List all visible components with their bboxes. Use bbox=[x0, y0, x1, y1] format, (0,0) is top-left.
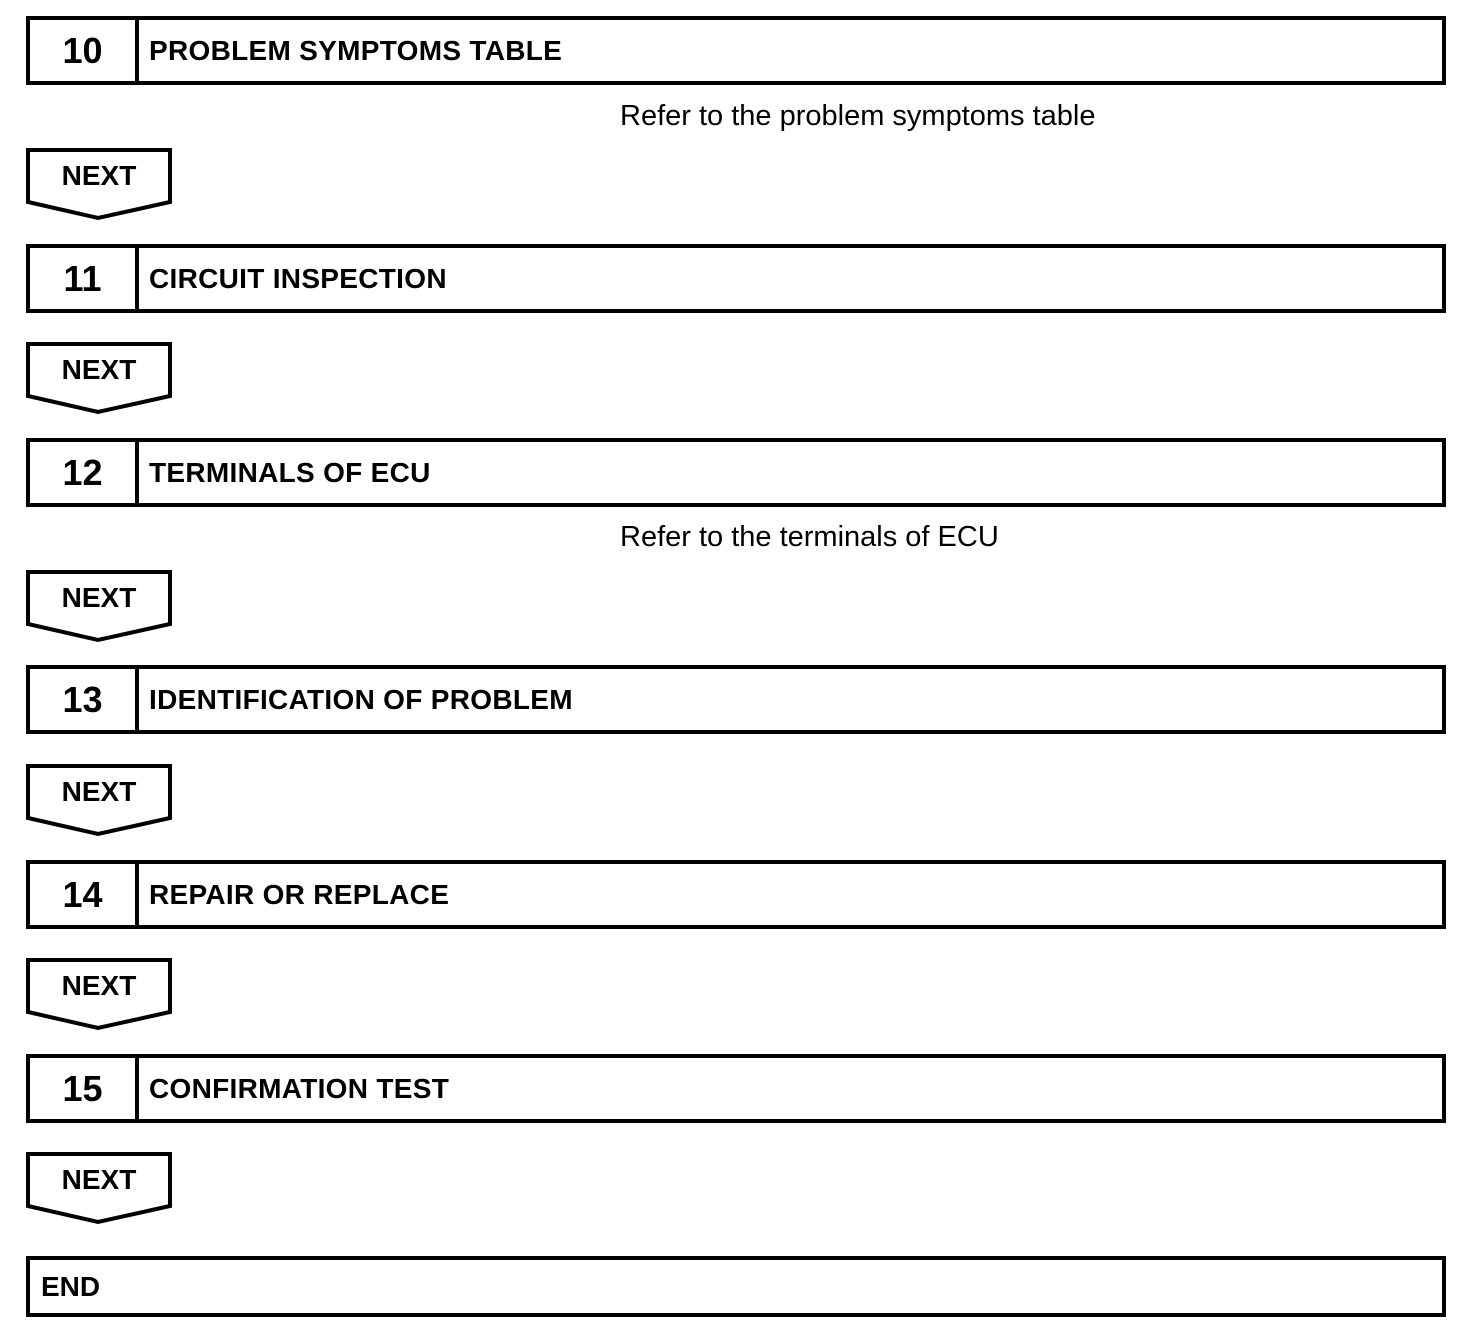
step-number: 15 bbox=[30, 1058, 139, 1119]
end-box: END bbox=[26, 1256, 1446, 1317]
step-note: Refer to the problem symptoms table bbox=[620, 100, 1096, 132]
step-box-14 bbox=[26, 860, 1446, 929]
step-box-15 bbox=[26, 1054, 1446, 1123]
next-label: NEXT bbox=[61, 582, 137, 613]
step-note: Refer to the terminals of ECU bbox=[620, 521, 999, 553]
next-label: NEXT bbox=[61, 160, 137, 191]
next-label: NEXT bbox=[61, 776, 137, 807]
next-arrow bbox=[26, 764, 175, 838]
step-number: 12 bbox=[30, 442, 139, 503]
step-title: PROBLEM SYMPTOMS TABLE bbox=[149, 34, 563, 66]
step-box-10 bbox=[26, 16, 1446, 85]
step-title: TERMINALS OF ECU bbox=[149, 456, 431, 488]
next-label: NEXT bbox=[61, 354, 137, 385]
step-box-13 bbox=[26, 665, 1446, 734]
next-arrow bbox=[26, 1152, 175, 1226]
next-label: NEXT bbox=[61, 970, 137, 1001]
step-number: 11 bbox=[30, 248, 139, 309]
step-title: IDENTIFICATION OF PROBLEM bbox=[149, 683, 573, 715]
step-box-11 bbox=[26, 244, 1446, 313]
next-label: NEXT bbox=[61, 1164, 137, 1195]
step-number: 14 bbox=[30, 864, 139, 925]
step-title: REPAIR OR REPLACE bbox=[149, 878, 450, 910]
next-arrow bbox=[26, 342, 175, 416]
next-arrow bbox=[26, 958, 175, 1032]
step-number: 13 bbox=[30, 669, 139, 730]
step-number: 10 bbox=[30, 20, 139, 81]
step-box-12 bbox=[26, 438, 1446, 507]
step-title: CONFIRMATION TEST bbox=[149, 1072, 450, 1104]
step-title: CIRCUIT INSPECTION bbox=[149, 262, 447, 294]
next-arrow bbox=[26, 570, 175, 644]
next-arrow bbox=[26, 148, 175, 222]
